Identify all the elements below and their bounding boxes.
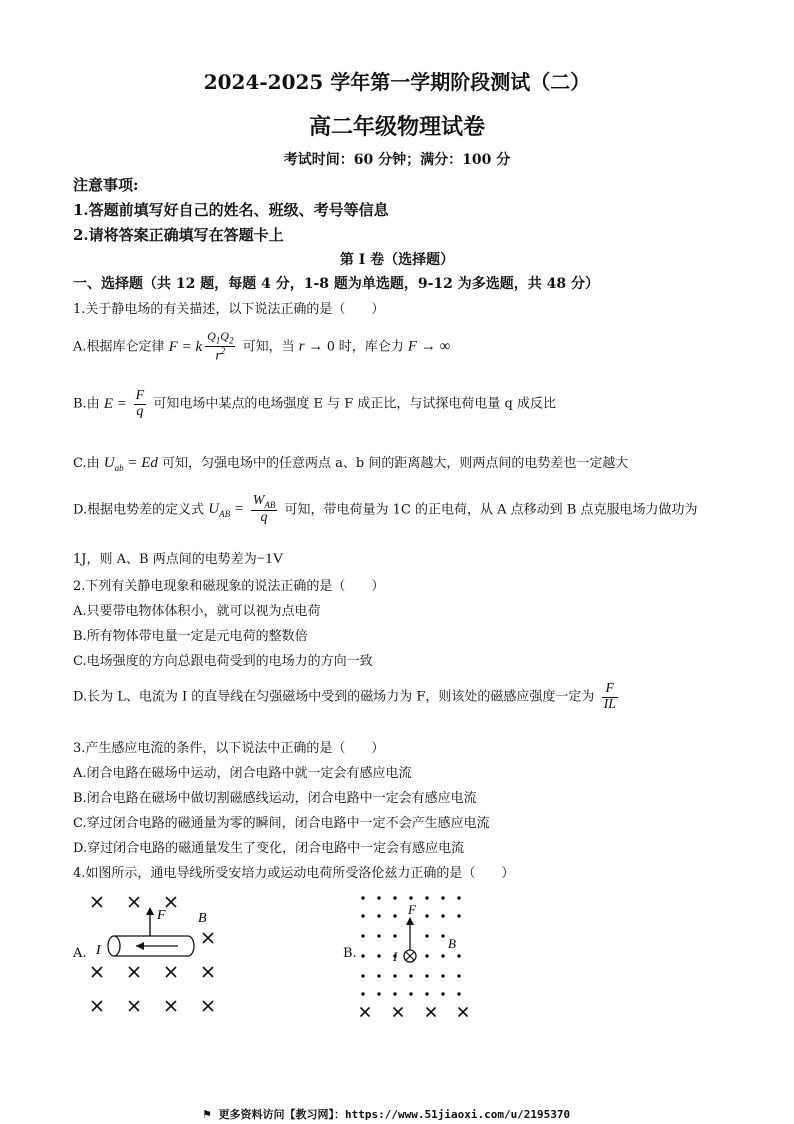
field-dot xyxy=(425,992,428,995)
field-dot xyxy=(377,896,380,899)
field-dot xyxy=(393,974,396,977)
coulomb-formula: F = k $\frac{Q_1Q_2}{r^2}$ xyxy=(168,329,234,364)
force-arrow-a xyxy=(146,907,154,936)
part1-title: 第 I 卷（选择题） xyxy=(339,252,455,268)
q3-option-d: D.穿过闭合电路的磁通量发生了变化，闭合电路中一定会有感应电流 xyxy=(73,841,465,856)
field-dot xyxy=(441,992,444,995)
field-dot xyxy=(361,974,364,977)
field-dot xyxy=(425,914,428,917)
potential-diff-formula: $U_{AB}$ = $\frac{W_{AB}}{q}$ xyxy=(208,493,276,526)
footer-text: 更多资料访问【教习网】：https://www.51jiaoxi.com/u/2195370 xyxy=(218,1108,571,1121)
field-dot xyxy=(441,974,444,977)
note-item-2: 2.请将答案正确填写在答题卡上 xyxy=(73,226,284,244)
field-dot xyxy=(361,992,364,995)
fig-b-label: B. xyxy=(343,946,357,961)
field-dot xyxy=(457,914,460,917)
f-to-infinity: F → ∞ xyxy=(407,338,451,355)
field-dot xyxy=(441,896,444,899)
q1-d-pre: D.根据电势差的定义式 xyxy=(73,502,205,518)
force-arrow-b xyxy=(406,917,414,950)
field-dot xyxy=(361,914,364,917)
label-i-a: I xyxy=(96,943,101,958)
q4-stem: 4.如图所示，通电导线所受安培力或运动电荷所受洛伦兹力正确的是（ ） xyxy=(73,866,515,881)
q1-option-a xyxy=(73,330,450,364)
field-dot xyxy=(361,896,364,899)
q1-a-pre: A.根据库仑定律 xyxy=(73,339,165,355)
field-dot xyxy=(361,954,364,957)
uab-formula: $U_{ab} = Ed$ xyxy=(103,455,158,473)
field-dot xyxy=(377,974,380,977)
label-i-b: I xyxy=(393,949,398,964)
q1-option-d xyxy=(73,494,697,526)
q2-stem: 2.下列有关静电现象和磁现象的说法正确的是（ ） xyxy=(73,579,385,594)
field-dot xyxy=(409,974,412,977)
label-f-b: F xyxy=(408,902,416,917)
field-dot xyxy=(361,934,364,937)
q1-c-pre: C.由 xyxy=(73,456,100,471)
field-dot xyxy=(409,992,412,995)
field-dot xyxy=(377,934,380,937)
current-into-page xyxy=(404,950,416,962)
field-formula: E = $\frac{F}{q}$ xyxy=(103,388,145,419)
label-b-a: B xyxy=(198,911,207,926)
notes-heading: 注意事项: xyxy=(73,176,139,194)
q3-option-a: A.闭合电路在磁场中运动，闭合电路中就一定会有感应电流 xyxy=(73,766,412,781)
fig-a-label: A. xyxy=(73,946,87,961)
q3-option-c: C.穿过闭合电路的磁通量为零的瞬间，闭合电路中一定不会产生感应电流 xyxy=(73,816,490,831)
cross-marks-b xyxy=(361,1008,468,1017)
label-f-a: F xyxy=(157,908,166,923)
field-dot xyxy=(425,896,428,899)
q1-stem: 1.关于静电场的有关描述，以下说法正确的是（ ） xyxy=(73,302,385,317)
flag-icon: ⚑ xyxy=(202,1108,212,1121)
field-dot xyxy=(409,896,412,899)
q1-d-cont: 1J，则 A、B 两点间的电势差为 xyxy=(73,552,257,567)
figure-a xyxy=(80,890,230,1020)
q1-a-mid: 可知，当 xyxy=(242,339,295,355)
field-dot xyxy=(457,992,460,995)
r-to-zero: r → 0 xyxy=(298,338,335,355)
field-dot xyxy=(377,914,380,917)
field-dot xyxy=(393,992,396,995)
q2-option-d xyxy=(73,682,621,712)
field-dot xyxy=(425,934,428,937)
minus-one-volt: −1V xyxy=(256,551,284,567)
q2-option-a: A.只要带电物体体积小，就可以视为点电荷 xyxy=(73,604,321,619)
conductor-rod xyxy=(108,936,194,956)
q2-d-text: D.长为 L、电流为 I 的直导线在匀强磁场中受到的磁场力为 F，则该处的磁感应强度一定为 xyxy=(73,689,595,705)
exam-subtitle: 高二年级物理试卷 xyxy=(308,114,485,140)
q1-b-post: 可知电场中某点的电场强度 E 与 F 成正比，与试探电荷电量 q 成反比 xyxy=(153,396,556,412)
exam-meta: 考试时间：60 分钟；满分：100 分 xyxy=(283,152,511,168)
field-dot xyxy=(441,934,444,937)
q1-a-mid2: 时，库仑力 xyxy=(338,339,404,355)
field-dot xyxy=(377,954,380,957)
note-item-1: 1.答题前填写好自己的姓名、班级、考号等信息 xyxy=(73,201,389,219)
q1-b-pre: B.由 xyxy=(73,396,100,412)
field-dot xyxy=(457,954,460,957)
field-dot xyxy=(393,896,396,899)
q3-stem: 3.产生感应电流的条件，以下说法中正确的是（ ） xyxy=(73,741,385,756)
q2-option-b: B.所有物体带电量一定是元电荷的整数倍 xyxy=(73,629,308,644)
q1-c-post: 可知，匀强电场中的任意两点 a、b 间的距离越大，则两点间的电势差也一定越大 xyxy=(162,456,629,471)
field-dot xyxy=(393,934,396,937)
label-b-b: B xyxy=(448,936,456,951)
field-dot xyxy=(425,954,428,957)
field-dot xyxy=(425,974,428,977)
field-dot xyxy=(457,974,460,977)
field-dot xyxy=(377,992,380,995)
q1-option-c xyxy=(73,452,628,473)
b-formula: $\frac{F}{IL}$ xyxy=(603,681,617,712)
q3-option-b: B.闭合电路在磁场中做切割磁感线运动，闭合电路中一定会有感应电流 xyxy=(73,791,477,806)
q2-option-c: C.电场强度的方向总跟电荷受到的电场力的方向一致 xyxy=(73,654,373,669)
field-dot xyxy=(457,896,460,899)
exam-title: 2024-2025 学年第一学期阶段测试（二） xyxy=(203,70,591,94)
section-heading: 一、选择题（共 12 题，每题 4 分，1-8 题为单选题，9-12 为多选题，共 48 分） xyxy=(73,276,600,292)
field-dot xyxy=(441,954,444,957)
q1-d-post: 可知，带电荷量为 1C 的正电荷，从 A 点移动到 B 点克服电场力做功为 xyxy=(284,502,698,518)
field-dot xyxy=(441,914,444,917)
field-dot xyxy=(393,914,396,917)
q1-option-d-cont xyxy=(73,548,284,568)
figure-b xyxy=(355,890,475,1020)
q1-option-b xyxy=(73,389,556,419)
footer-link[interactable] xyxy=(202,1106,570,1122)
